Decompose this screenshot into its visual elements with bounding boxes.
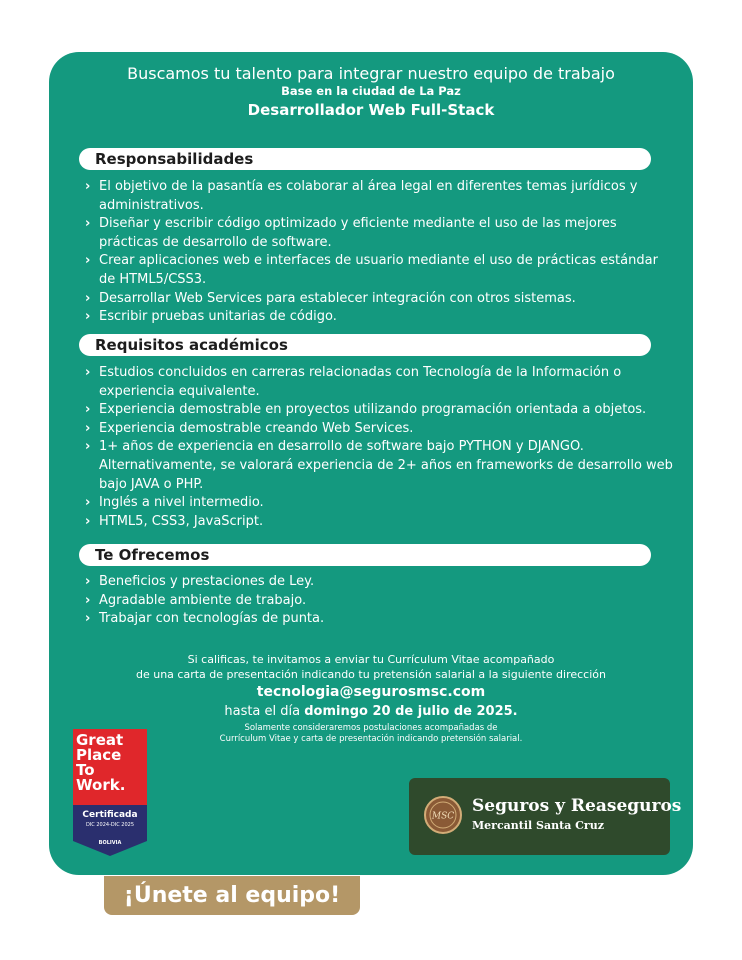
chevron-right-icon: › — [85, 290, 91, 306]
list-item: › Escribir pruebas unitarias de código. — [85, 308, 673, 327]
email-link[interactable]: tecnologia@segurosmsc.com — [256, 684, 486, 700]
list-item: › El objetivo de la pasantía es colaborar al área legal en diferentes temas jurídicos y administrativos. — [85, 179, 638, 213]
header-location: Base en la ciudad de La Paz — [281, 84, 461, 98]
chevron-right-icon: › — [85, 216, 91, 232]
chevron-right-icon: › — [85, 439, 91, 455]
chevron-right-icon: › — [85, 592, 91, 608]
responsabilidades-list — [85, 178, 673, 327]
list-item: › Desarrollar Web Services para establecer integración con otros sistemas. — [85, 290, 673, 309]
list-item: › Beneficios y prestaciones de Ley. — [85, 573, 673, 592]
gptw-country: BOLIVIA — [98, 840, 122, 846]
note-line-1: Solamente consideraremos postulaciones acompañadas de — [244, 723, 498, 733]
gptw-red-block: Great Place To Work. — [73, 729, 147, 805]
gptw-cert-block: Certificada DIC 2024-DIC 2025 — [73, 805, 147, 841]
svg-text:MSC: MSC — [431, 811, 455, 822]
list-item: › Inglés a nivel intermedio. — [85, 494, 673, 513]
company-subtitle: Mercantil Santa Cruz — [472, 819, 604, 832]
chevron-right-icon: › — [85, 420, 91, 436]
chevron-right-icon: › — [85, 365, 91, 380]
header-tagline: Buscamos tu talento para integrar nuestro equipo de trabajo — [127, 64, 615, 83]
list-item: › 1+ años de experiencia en desarrollo de software bajo PYTHON y DJANGO. Alternativamente, se valorará experiencia de 2+ años en frameworks de desarrollo web bajo JAVA o PHP. — [85, 439, 673, 492]
great-place-to-work-badge — [73, 729, 147, 856]
header — [49, 64, 693, 121]
chevron-right-icon: › — [85, 574, 91, 589]
company-seal-icon — [424, 796, 462, 834]
chevron-right-icon: › — [85, 179, 91, 194]
company-logo — [409, 778, 682, 855]
list-item: › Trabajar con tecnologías de punta. — [85, 610, 673, 629]
chevron-right-icon: › — [85, 611, 91, 627]
ofrecemos-list — [85, 573, 673, 629]
apply-line-2: de una carta de presentación indicando tu pretensión salarial a la siguiente dirección — [135, 668, 606, 681]
chevron-right-icon: › — [85, 402, 91, 418]
note-line-2: Currículum Vitae y carta de presentación indicando pretensión salarial. — [219, 734, 523, 744]
section-title-ofrecemos: Te Ofrecemos — [79, 544, 651, 566]
list-item: › Crear aplicaciones web e interfaces de usuario mediante el uso de prácticas estándar de HTML5/CSS3. — [85, 253, 658, 287]
section-title-requisitos: Requisitos académicos — [79, 334, 651, 356]
chevron-right-icon: › — [85, 253, 91, 269]
list-item: › Experiencia demostrable creando Web Services. — [85, 420, 673, 439]
chevron-right-icon: › — [85, 309, 91, 325]
position-title: Desarrollador Web Full-Stack — [247, 101, 495, 119]
list-item: › Agradable ambiente de trabajo. — [85, 592, 673, 611]
list-item: › Experiencia demostrable en proyectos utilizando programación orientada a objetos. — [85, 401, 673, 420]
requisitos-list — [85, 364, 673, 531]
company-name: Seguros y Reaseguros — [472, 796, 682, 816]
deadline: hasta el día domingo 20 de julio de 2025. — [224, 704, 518, 719]
list-item: › Estudios concluidos en carreras relacionadas con Tecnología de la Información o experiencia equivalente. — [85, 365, 622, 399]
apply-line-1: Si calificas, te invitamos a enviar tu Currículum Vitae acompañado — [187, 653, 555, 666]
join-team-banner: ¡Únete al equipo! — [104, 876, 360, 915]
list-item: › Diseñar y escribir código optimizado y eficiente mediante el uso de las mejores prácticas de desarrollo de software. — [85, 216, 617, 250]
section-title-responsabilidades: Responsabilidades — [79, 148, 651, 170]
chevron-right-icon: › — [85, 513, 91, 529]
list-item: › HTML5, CSS3, JavaScript. — [85, 513, 673, 532]
chevron-right-icon: › — [85, 495, 91, 511]
